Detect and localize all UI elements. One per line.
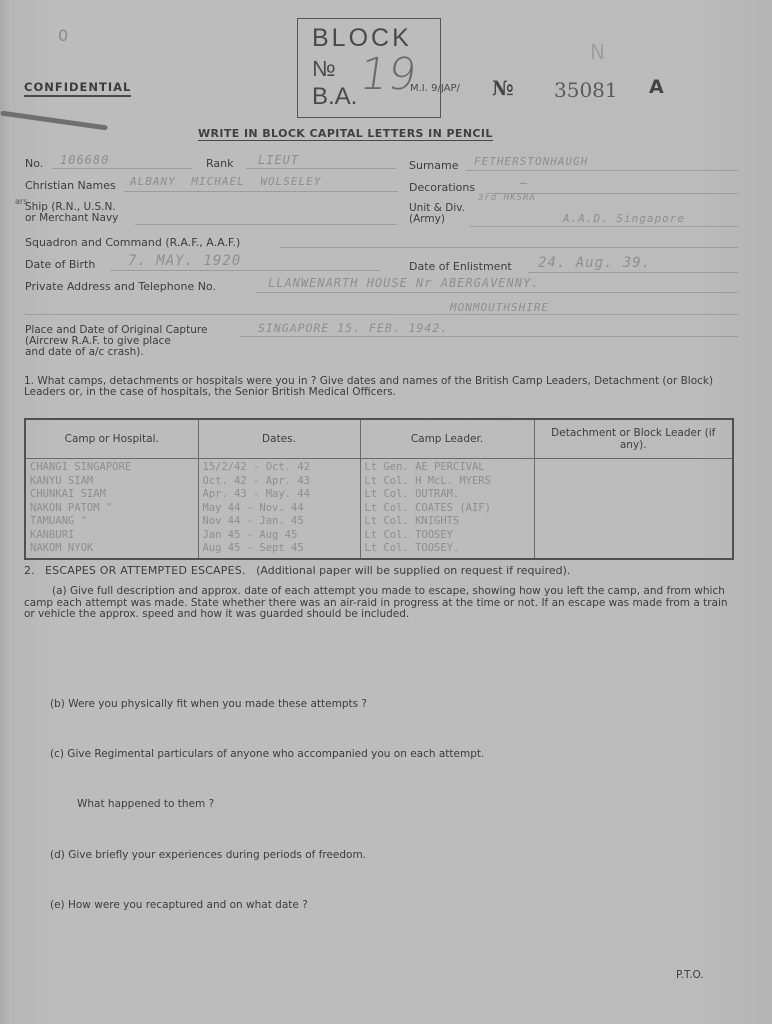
question-2c-followup: What happened to them ? [77, 798, 215, 810]
please-turn-over: P.T.O. [676, 969, 704, 981]
header-detachment-leader: Detachment or Block Leader (if any). [534, 419, 733, 459]
capture-label: Place and Date of Original Capture [25, 324, 208, 336]
unit-field[interactable]: 3rd HKSRA [478, 193, 536, 203]
date-entry: Apr. 43 - May. 44 [202, 488, 310, 500]
camps-column[interactable] [25, 459, 198, 559]
no-label: No. [25, 157, 44, 170]
address-field[interactable]: LLANWENARTH HOUSE Nr ABERGAVENNY. [268, 276, 540, 290]
surname-field[interactable]: FETHERSTONHAUGH [474, 155, 589, 168]
table-header-row [25, 419, 733, 459]
surname-label: Surname [409, 159, 459, 172]
leader-entry: Lt Col. TOOSEY [364, 528, 454, 541]
rank-field[interactable]: LIEUT [258, 153, 300, 167]
date-entry: May 44 - Nov. 44 [202, 501, 304, 514]
christian-names-label: Christian Names [25, 179, 116, 192]
unit-label: Unit & Div. [409, 202, 465, 214]
camp-entry: KANYU SIAM [30, 474, 94, 487]
service-number-field[interactable]: 106680 [60, 153, 110, 167]
detachment-leaders-column[interactable] [534, 459, 733, 559]
unit-label-line2: (Army) [409, 213, 445, 225]
stamp-ba-label: B.A. [312, 83, 358, 110]
header-camp: Camp or Hospital. [25, 419, 198, 459]
form-suffix: A [649, 76, 664, 98]
header-camp-leader: Camp Leader. [360, 419, 534, 459]
dob-field[interactable]: 7. MAY. 1920 [128, 253, 242, 269]
date-entry: Aug 45 - Sept 45 [202, 542, 304, 554]
camp-entry: NAKON PATOM " [30, 501, 113, 514]
camp-entry: KANBURI [30, 528, 75, 541]
ship-label-line2: or Merchant Navy [25, 212, 119, 224]
capture-label-line3: and date of a/c crash). [25, 346, 144, 358]
capture-label-line2: (Aircrew R.A.F. to give place [25, 335, 171, 347]
leaders-column[interactable] [360, 459, 534, 559]
leader-entry: Lt Col. TOOSEY. [364, 542, 460, 554]
camps-table [24, 418, 734, 560]
leader-entry: Lt Col. H McL. MYERS [364, 474, 491, 487]
question-1-text: 1. What camps, detachments or hospitals were you in ? Give dates and names of the British Camp Leaders, Detachment (or Block) Leaders or, in the case of hospitals, the Senior British Medical Officers. [24, 375, 714, 398]
question-2-heading [24, 564, 570, 577]
question-2-note: (Additional paper will be supplied on request if required). [256, 564, 571, 577]
date-entry: Nov 44 - Jan. 45 [202, 515, 304, 527]
decorations-label: Decorations [409, 181, 476, 194]
classification-label: CONFIDENTIAL [24, 80, 131, 97]
enlistment-label: Date of Enlistment [409, 260, 512, 273]
form-instruction: WRITE IN BLOCK CAPITAL LETTERS IN PENCIL [198, 127, 493, 140]
number-label: № [492, 76, 514, 100]
question-2-number: 2. [24, 564, 35, 577]
header-dates: Dates. [198, 419, 360, 459]
form-number: 35081 [554, 78, 618, 102]
rank-label: Rank [206, 157, 234, 170]
reference-prefix: M.I. 9/JAP/ [410, 83, 460, 94]
camp-entry: CHANGI SINGAPORE [30, 461, 132, 473]
question-2-title: ESCAPES OR ATTEMPTED ESCAPES. [45, 564, 246, 577]
leader-entry: Lt Col. OUTRAM. [364, 488, 460, 500]
date-entry: Jan 45 - Aug 45 [202, 528, 298, 541]
block-stamp [297, 18, 441, 118]
capture-field[interactable]: SINGAPORE 15. FEB. 1942. [258, 321, 449, 335]
squadron-label: Squadron and Command (R.A.F., A.A.F.) [25, 236, 241, 249]
unit-field-line2[interactable]: A.A.D. Singapore [563, 212, 685, 225]
dates-column[interactable] [198, 459, 360, 559]
date-entry: Oct. 42 - Apr. 43 [202, 474, 310, 487]
dob-label: Date of Birth [25, 258, 96, 271]
camp-entry: CHUNKAI SIAM [30, 488, 106, 500]
decorations-field[interactable]: — [520, 176, 529, 190]
camp-entry: TAMUANG " [30, 515, 87, 527]
question-2b: (b) Were you physically fit when you made these attempts ? [50, 698, 367, 710]
leader-entry: Lt Col. KNIGHTS [364, 515, 460, 527]
question-2e: (e) How were you recaptured and on what date ? [50, 899, 308, 911]
address-label: Private Address and Telephone No. [25, 280, 216, 293]
ship-label-prefix: ars [15, 197, 28, 206]
address-field-line2[interactable]: MONMOUTHSHIRE [450, 301, 550, 314]
binding-string [0, 111, 108, 131]
christian-names-field[interactable]: ALBANY MICHAEL WOLSELEY [130, 175, 322, 188]
camp-entry: NAKOM NYOK [30, 542, 94, 554]
stamp-block-label: BLOCK [312, 24, 412, 52]
question-2a: (a) Give full description and approx. date of each attempt you made to escape, showing how you left the camp, and from which camp each attempt was made. State whether there was an air-raid in progress at the time or not. If an escape was made from a train or vehicle the approx. speed and how it was guarded should be included. [24, 585, 728, 620]
ship-label: Ship (R.N., U.S.N. [25, 201, 116, 213]
stamp-block-number: 19 [356, 49, 420, 100]
leader-entry: Lt Gen. AE PERCIVAL [364, 461, 485, 473]
question-2d: (d) Give briefly your experiences during periods of freedom. [50, 849, 367, 861]
question-2c: (c) Give Regimental particulars of anyone who accompanied you on each attempt. [50, 748, 485, 760]
leader-entry: Lt Col. COATES (AIF) [364, 501, 491, 514]
stamp-no-label: № [312, 56, 336, 81]
enlistment-field[interactable]: 24. Aug. 39. [538, 255, 652, 271]
date-entry: 15/2/42 - Oct. 42 [202, 461, 310, 473]
pencil-annotation: N [590, 40, 605, 64]
corner-pencil-mark: 0 [58, 26, 69, 45]
table-row [25, 459, 733, 559]
